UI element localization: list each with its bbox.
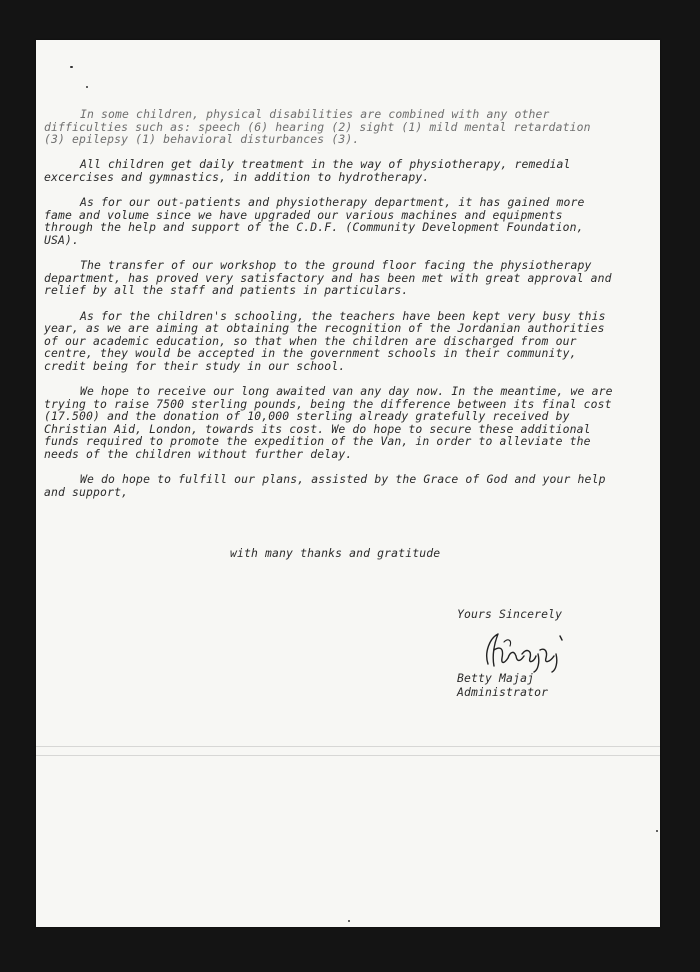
signer-name: Betty Majaj — [457, 671, 535, 685]
paper-speck — [656, 830, 658, 832]
signer-title: Administrator — [457, 684, 549, 699]
paragraph-schooling: As for the children's schooling, the teachers have been kept very busy this year, as we are aiming at obtaining the recognition of the Jordanian authorities of our academic education, so that when the children are discharged from our centre, they would be accepted in the government schools in their community, credit being for their study in our school. — [44, 308, 606, 373]
salutation: Yours Sincerely — [457, 607, 563, 621]
signer-block — [457, 672, 548, 699]
fold-line — [36, 746, 660, 747]
paragraph-outpatients: As for our out-patients and physiotherapy department, it has gained more fame and volume since we have upgraded our various machines and equipments through the help and support of the C.D.F. (Community Development Foundation, USA). — [44, 195, 585, 247]
paper-speck — [70, 66, 73, 68]
paragraph-van: We hope to receive our long awaited van any day now. In the meantime, we are trying to raise 7500 sterling pounds, being the difference between its final cost (17.500) and the donation of 10,000 sterling already gratefully received by Christian Aid, London, towards its cost. We do hope to secure these additional funds required to promote the expedition of the Van, in order to alleviate the needs of the children without further delay. — [44, 384, 613, 462]
paragraph-disabilities: In some children, physical disabilities are combined with any other difficulties such as: speech (6) hearing (2) sight (1) mild mental retardation (3) epilepsy (1) behavioral disturbances (3). — [44, 107, 591, 147]
closing-line: with many thanks and gratitude — [230, 546, 441, 560]
paper-speck — [86, 86, 88, 88]
paper-speck — [348, 920, 350, 922]
paragraph-plans: We do hope to fulfill our plans, assisted by the Grace of God and your help and support, — [44, 472, 606, 499]
letter-body — [44, 108, 614, 511]
paragraph-workshop: The transfer of our workshop to the ground floor facing the physiotherapy department, has proved very satisfactory and has been met with great approval and relief by all the staff and patients in particulars. — [44, 258, 612, 298]
paragraph-daily-treatment: All children get daily treatment in the way of physiotherapy, remedial excercises and gymnastics, in addition to hydrotherapy. — [44, 157, 571, 184]
fold-line — [36, 755, 660, 756]
handwritten-signature — [474, 628, 574, 674]
